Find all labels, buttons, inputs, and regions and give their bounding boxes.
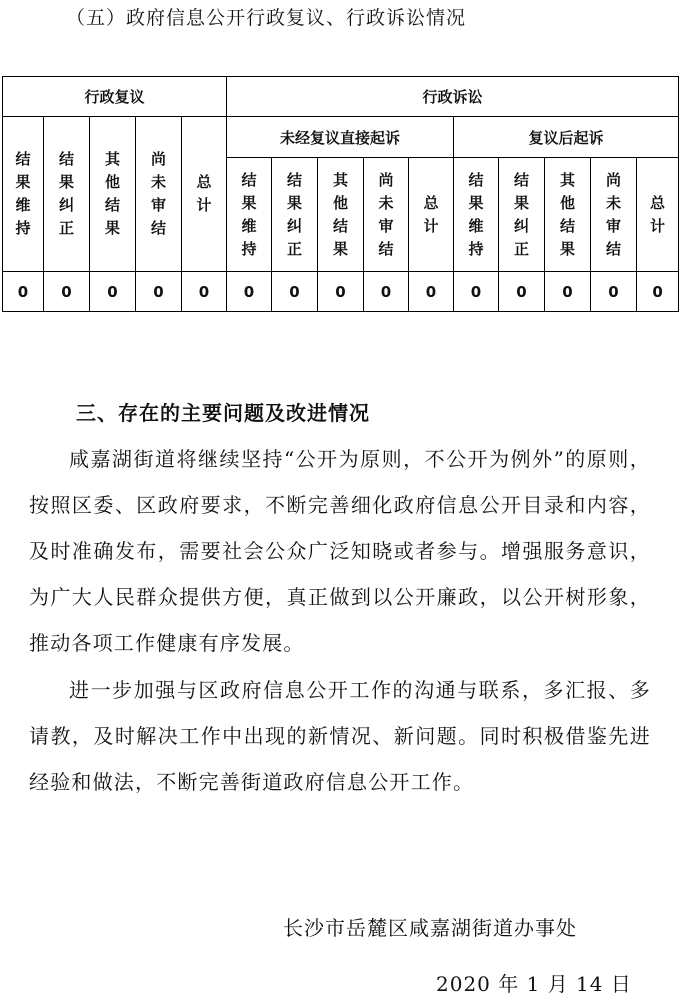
after-col-total: 总计 xyxy=(637,158,679,272)
review-col-upheld: 结果维持 xyxy=(3,117,44,272)
admin-review-header: 行政复议 xyxy=(3,77,227,117)
review-col-corrected: 结果纠正 xyxy=(44,117,90,272)
review-value-upheld: 0 xyxy=(3,272,44,312)
issuing-office: 长沙市岳麓区咸嘉湖街道办事处 xyxy=(283,916,577,940)
after-col-upheld: 结果维持 xyxy=(454,158,499,272)
review-col-other: 其他结果 xyxy=(90,117,136,272)
section-title: （五）政府信息公开行政复议、行政诉讼情况 xyxy=(66,7,467,29)
after-value-corrected: 0 xyxy=(499,272,545,312)
direct-value-other: 0 xyxy=(318,272,364,312)
after-col-pending: 尚未审结 xyxy=(591,158,637,272)
direct-value-corrected: 0 xyxy=(272,272,318,312)
after-value-pending: 0 xyxy=(591,272,637,312)
direct-col-total: 总计 xyxy=(409,158,454,272)
review-value-corrected: 0 xyxy=(44,272,90,312)
direct-value-pending: 0 xyxy=(364,272,409,312)
direct-col-pending: 尚未审结 xyxy=(364,158,409,272)
review-col-total: 总计 xyxy=(182,117,227,272)
direct-suit-header: 未经复议直接起诉 xyxy=(227,117,454,158)
review-value-other: 0 xyxy=(90,272,136,312)
admin-litigation-header: 行政诉讼 xyxy=(227,77,679,117)
review-value-pending: 0 xyxy=(136,272,182,312)
issue-date: 2020 年 1 月 14 日 xyxy=(436,972,632,996)
after-col-corrected: 结果纠正 xyxy=(499,158,545,272)
section-heading-problems: 三、存在的主要问题及改进情况 xyxy=(76,401,370,425)
paragraph-communication: 进一步加强与区政府信息公开工作的沟通与联系，多汇报、多请教，及时解决工作中出现的新情况、新问题。同时积极借鉴先进经验和做法，不断完善街道政府信息公开工作。 xyxy=(29,678,651,794)
review-litigation-table xyxy=(2,76,679,312)
direct-col-upheld: 结果维持 xyxy=(227,158,272,272)
direct-value-upheld: 0 xyxy=(227,272,272,312)
direct-col-corrected: 结果纠正 xyxy=(272,158,318,272)
after-value-other: 0 xyxy=(545,272,591,312)
direct-value-total: 0 xyxy=(409,272,454,312)
direct-col-other: 其他结果 xyxy=(318,158,364,272)
after-value-upheld: 0 xyxy=(454,272,499,312)
after-col-other: 其他结果 xyxy=(545,158,591,272)
after-review-header: 复议后起诉 xyxy=(454,117,679,158)
paragraph-principle: 咸嘉湖街道将继续坚持“公开为原则，不公开为例外”的原则，按照区委、区政府要求，不断完善细化政府信息公开目录和内容，及时准确发布，需要社会公众广泛知晓或者参与。增强服务意识，为广大人民群众提供方便，真正做到以公开廉政，以公开树形象，推动各项工作健康有序发展。 xyxy=(29,447,651,655)
after-value-total: 0 xyxy=(637,272,679,312)
review-value-total: 0 xyxy=(182,272,227,312)
review-col-pending: 尚未审结 xyxy=(136,117,182,272)
